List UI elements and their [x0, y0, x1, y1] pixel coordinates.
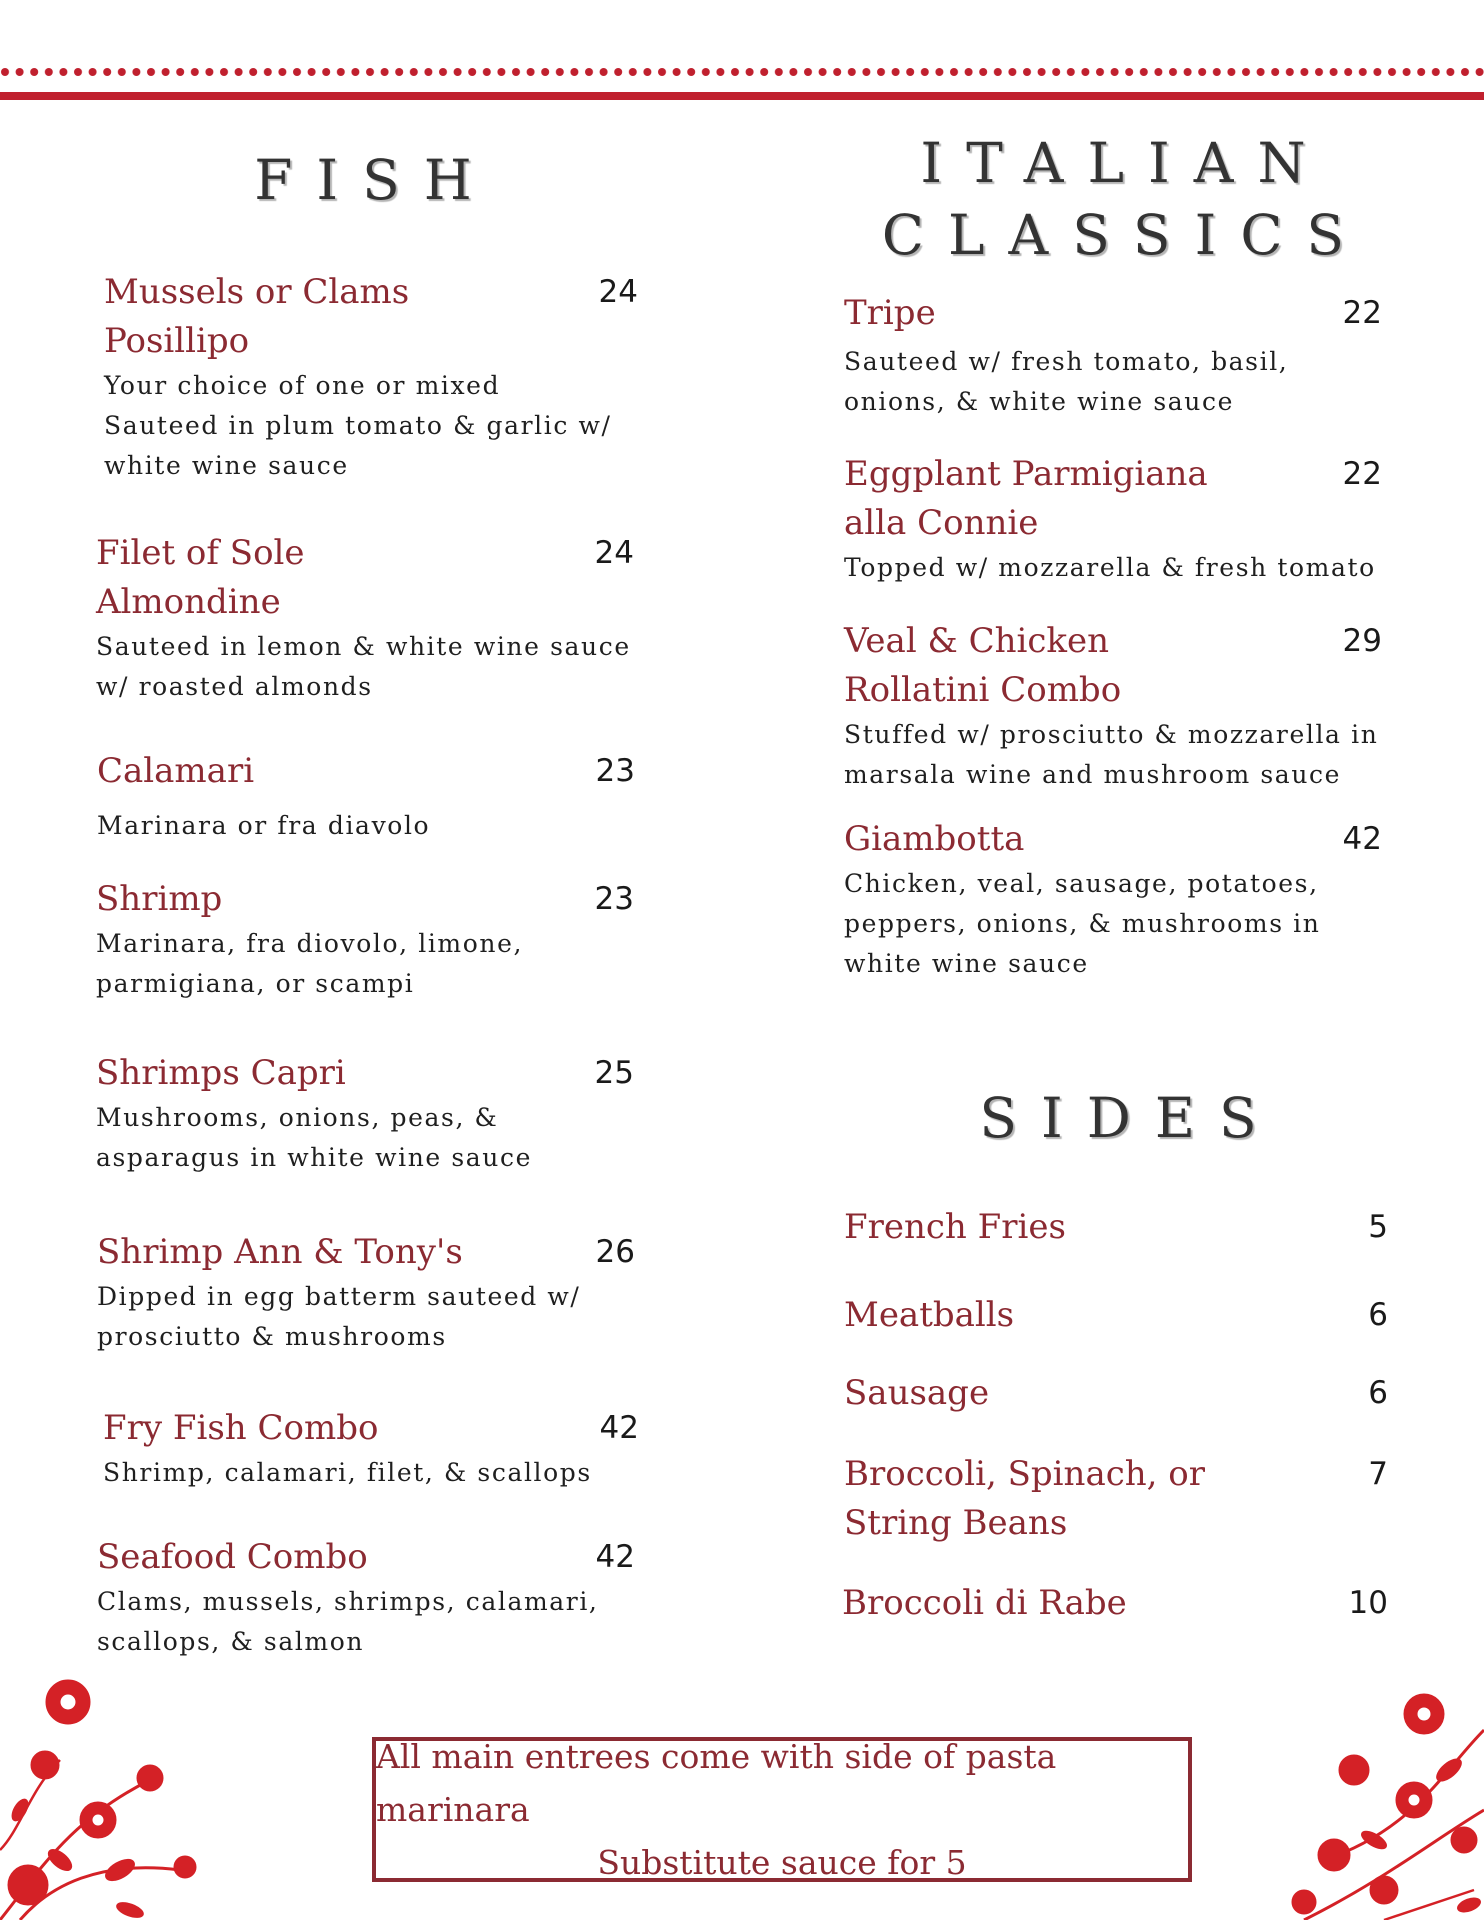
item-price: 6 — [1368, 1375, 1388, 1411]
section-title-line: ITALIAN — [920, 131, 1330, 195]
item-description: marsala wine and mushroom sauce — [844, 760, 1342, 789]
item-description: Clams, mussels, shrimps, calamari, — [97, 1587, 599, 1616]
item-description: Shrimp, calamari, filet, & scallops — [103, 1458, 592, 1487]
item-name: Almondine — [96, 582, 281, 622]
item-description: prosciutto & mushrooms — [97, 1322, 447, 1351]
pasta-notice-box — [372, 1737, 1192, 1882]
menu-item — [97, 747, 635, 846]
floral-corner-right-icon — [1264, 1690, 1484, 1920]
menu-item — [103, 1404, 639, 1493]
menu-item — [844, 450, 1382, 588]
item-name: Tripe — [844, 293, 936, 333]
menu-item — [844, 1369, 1388, 1418]
item-description: Sauteed in lemon & white wine sauce — [96, 632, 631, 661]
item-description: white wine sauce — [104, 451, 349, 480]
item-name: Calamari — [97, 751, 255, 791]
item-name: Sausage — [844, 1373, 990, 1413]
item-description: Stuffed w/ prosciutto & mozzarella in — [844, 720, 1379, 749]
item-price: 22 — [1342, 295, 1382, 331]
menu-item — [844, 617, 1382, 795]
menu-item — [844, 1203, 1388, 1252]
item-name: Posillipo — [104, 321, 250, 361]
item-description: Mushrooms, onions, peas, & — [96, 1103, 499, 1132]
item-price: 42 — [1342, 821, 1382, 857]
italian-classics-section-title — [860, 128, 1390, 271]
item-price: 10 — [1348, 1585, 1388, 1621]
item-price: 24 — [594, 535, 634, 571]
section-title-line: CLASSICS — [881, 202, 1369, 267]
item-description: Dipped in egg batterm sauteed w/ — [97, 1282, 581, 1311]
item-description: Sauteed w/ fresh tomato, basil, — [844, 347, 1289, 376]
item-description: Chicken, veal, sausage, potatoes, — [844, 869, 1319, 898]
menu-item — [97, 1533, 635, 1662]
item-name: Giambotta — [844, 819, 1025, 859]
item-name: alla Connie — [844, 503, 1039, 543]
item-price: 23 — [594, 881, 634, 917]
item-price: 42 — [595, 1539, 635, 1575]
item-description: Marinara or fra diavolo — [97, 811, 431, 840]
item-name: Fry Fish Combo — [103, 1408, 379, 1448]
item-name: String Beans — [844, 1503, 1068, 1543]
floral-corner-left-icon — [0, 1670, 220, 1920]
item-price: 6 — [1368, 1297, 1388, 1333]
item-name: Meatballs — [844, 1295, 1015, 1335]
item-price: 42 — [599, 1410, 639, 1446]
menu-item — [97, 1228, 635, 1357]
item-description: w/ roasted almonds — [96, 672, 373, 701]
item-description: parmigiana, or scampi — [96, 969, 415, 998]
notice-line: Substitute sauce for 5 — [597, 1843, 967, 1882]
item-description: peppers, onions, & mushrooms in — [844, 909, 1321, 938]
item-description: Your choice of one or mixed — [104, 371, 501, 400]
menu-item — [96, 875, 634, 1004]
dotted-border — [0, 66, 1484, 78]
item-description: white wine sauce — [844, 949, 1089, 978]
item-name: Eggplant Parmigiana — [844, 454, 1208, 494]
item-price: 29 — [1342, 623, 1382, 659]
menu-item — [844, 289, 1382, 422]
menu-item — [844, 815, 1382, 984]
menu-item — [104, 268, 638, 486]
item-name: Shrimp — [96, 879, 223, 919]
menu-item — [96, 529, 634, 707]
menu-item — [844, 1450, 1388, 1548]
item-name: Shrimp Ann & Tony's — [97, 1232, 463, 1272]
item-name: Broccoli, Spinach, or — [844, 1454, 1206, 1494]
item-price: 26 — [595, 1234, 635, 1270]
item-price: 7 — [1368, 1456, 1388, 1492]
item-price: 25 — [594, 1055, 634, 1091]
sides-section-title: SIDES — [979, 1086, 1281, 1150]
item-description: Sauteed in plum tomato & garlic w/ — [104, 411, 612, 440]
item-description: onions, & white wine sauce — [844, 387, 1234, 416]
item-description: asparagus in white wine sauce — [96, 1143, 532, 1172]
item-name: Mussels or Clams — [104, 272, 410, 312]
item-name: French Fries — [844, 1207, 1066, 1247]
item-name: Filet of Sole — [96, 533, 305, 573]
item-price: 23 — [595, 753, 635, 789]
notice-line: All main entrees come with side of pasta marinara — [376, 1737, 1057, 1829]
item-name: Shrimps Capri — [96, 1053, 346, 1093]
item-price: 5 — [1368, 1209, 1388, 1245]
menu-item — [842, 1579, 1388, 1628]
item-name: Broccoli di Rabe — [842, 1583, 1127, 1623]
menu-item — [844, 1291, 1388, 1340]
item-price: 24 — [598, 274, 638, 310]
item-description: scallops, & salmon — [97, 1627, 365, 1656]
top-rule — [0, 92, 1484, 100]
item-name: Rollatini Combo — [844, 670, 1122, 710]
item-description: Marinara, fra diovolo, limone, — [96, 929, 524, 958]
item-name: Seafood Combo — [97, 1537, 368, 1577]
menu-item — [96, 1049, 634, 1178]
fish-section-title: FISH — [254, 148, 496, 212]
item-description: Topped w/ mozzarella & fresh tomato — [844, 553, 1376, 582]
item-name: Veal & Chicken — [844, 621, 1110, 661]
item-price: 22 — [1342, 456, 1382, 492]
